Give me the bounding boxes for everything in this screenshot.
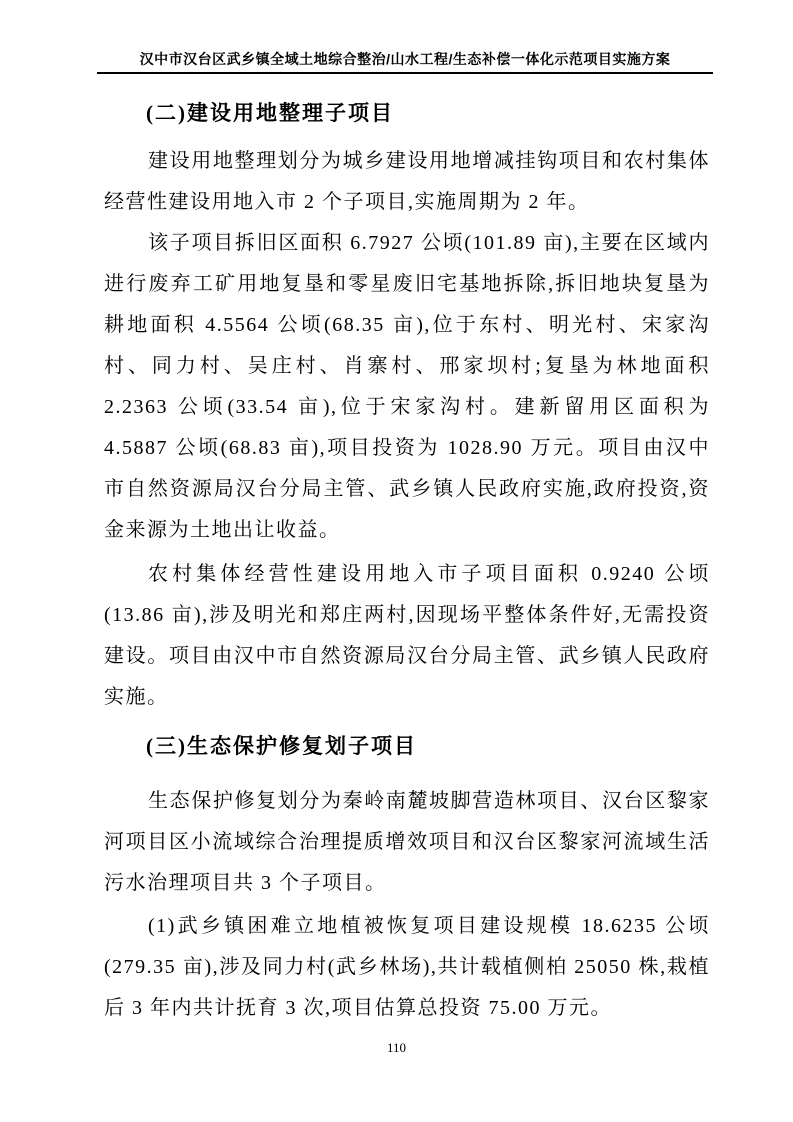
page-footer bbox=[0, 1039, 793, 1057]
paragraph: 农村集体经营性建设用地入市子项目面积 0.9240 公顷(13.86 亩),涉及明光和郑庄两村,因现场平整体条件好,无需投资建设。项目由汉中市自然资源局汉台分局主管、武乡镇人民政府实施。 bbox=[104, 563, 710, 708]
paragraph: 生态保护修复划分为秦岭南麓坡脚营造林项目、汉台区黎家河项目区小流域综合治理提质增效项目和汉台区黎家河流域生活污水治理项目共 3 个子项目。 bbox=[104, 790, 710, 894]
paragraph: 该子项目拆旧区面积 6.7927 公顷(101.89 亩),主要在区域内进行废弃工矿用地复垦和零星废旧宅基地拆除,拆旧地块复垦为耕地面积 4.5564 公顷(68.35 亩),位于东村、明光村、宋家沟村、同力村、吴庄村、肖寨村、邢家坝村;复垦为林地面积 2.2363 公顷(33.54 亩),位于宋家沟村。建新留用区面积为 4.5887 公顷(68.83 亩),项目投资为 1028.90 万元。项目由汉中市自然资源局汉台分局主管、武乡镇人民政府实施,政府投资,资金来源为土地出让收益。 bbox=[104, 232, 710, 541]
paragraph: (1)武乡镇困难立地植被恢复项目建设规模 18.6235 公顷(279.35 亩),涉及同力村(武乡林场),共计载植侧柏 25050 株,栽植后 3 年内共计抚育 3 次,项目估算总投资 75.00 万元。 bbox=[104, 915, 710, 1019]
section-heading-ecological-restoration: (三)生态保护修复划子项目 bbox=[146, 734, 417, 758]
page-header bbox=[97, 0, 713, 74]
header-title: 汉中市汉台区武乡镇全域土地综合整治/山水工程/生态补偿一体化示范项目实施方案 bbox=[139, 51, 671, 67]
page-number: 110 bbox=[386, 1040, 407, 1055]
section-heading-construction-land: (二)建设用地整理子项目 bbox=[146, 101, 394, 125]
document-body bbox=[104, 93, 710, 1029]
paragraph: 建设用地整理划分为城乡建设用地增减挂钩项目和农村集体经营性建设用地入市 2 个子项目,实施周期为 2 年。 bbox=[104, 150, 710, 213]
